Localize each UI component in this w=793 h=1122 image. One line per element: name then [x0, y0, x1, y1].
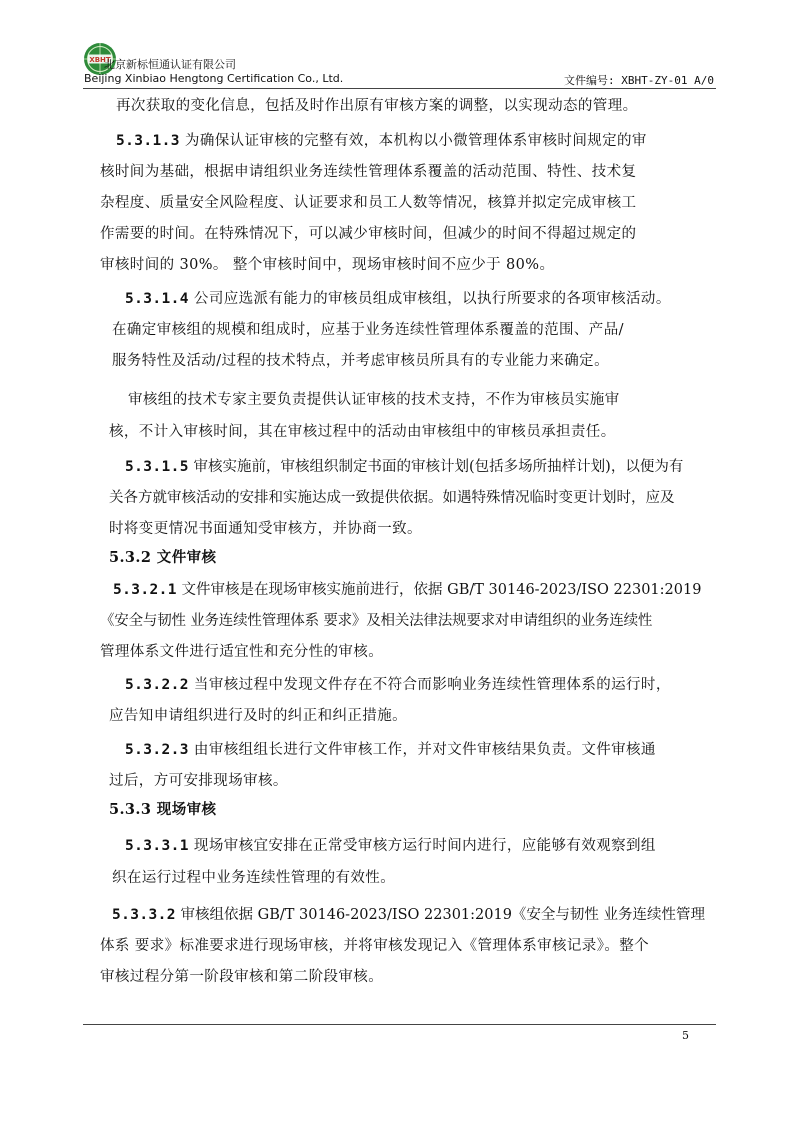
text-line: 审核实施前，审核组织制定书面的审核计划(包括多场所抽样计划)，以便为有 — [188, 459, 684, 475]
page-number: 5 — [682, 1029, 689, 1042]
text-line: 杂程度、质量安全风险程度、认证要求和员工人数等情况，核算并拟定完成审核工 — [100, 195, 637, 211]
clause-number: 5.3.2.2 — [125, 677, 189, 693]
text-line: 体系 要求》标准要求进行现场审核，并将审核发现记入《管理体系审核记录》。整个 — [100, 938, 650, 954]
paragraph-5-3-1-3 — [116, 129, 647, 150]
company-name-en: Beijing Xinbiao Hengtong Certification Co., Ltd. — [84, 72, 344, 85]
text-line: 作需要的时间。在特殊情况下，可以减少审核时间，但减少的时间不得超过规定的 — [100, 226, 637, 242]
text-line: 现场审核宜安排在正常受审核方运行时间内进行，应能够有效观察到组 — [188, 838, 656, 854]
company-name-cn: 北京新标恒通认证有限公司 — [104, 58, 236, 71]
text-line: 在确定审核组的规模和组成时，应基于业务连续性管理体系覆盖的范围、产品/ — [112, 322, 624, 338]
text-line: 再次获取的变化信息，包括及时作出原有审核方案的调整，以实现动态的管理。 — [116, 98, 638, 114]
paragraph-5-3-2-2 — [125, 673, 671, 694]
paragraph-5-3-3-2 — [112, 903, 705, 924]
text-line: 《安全与韧性 业务连续性管理体系 要求》及相关法律法规要求对申请组织的业务连续性 — [100, 613, 653, 629]
text-line: 应告知申请组织进行及时的纠正和纠正措施。 — [109, 708, 407, 724]
clause-number: 5.3.3.2 — [112, 907, 176, 923]
paragraph-5-3-1-5 — [125, 455, 683, 476]
footer-divider — [83, 1024, 716, 1025]
text-line: 审核组依据 GB/T 30146-2023/ISO 22301:2019《安全与韧性 业务连续性管理 — [175, 907, 706, 923]
clause-number: 5.3.1.3 — [116, 133, 180, 149]
clause-number: 5.3.1.4 — [125, 291, 189, 307]
text-line: 关各方就审核活动的安排和实施达成一致提供依据。如遇特殊情况临时变更计划时，应及 — [109, 490, 675, 506]
text-line: 核时间为基础，根据申请组织业务连续性管理体系覆盖的活动范围、特性、技术复 — [100, 164, 637, 180]
paragraph-5-3-3-1 — [125, 834, 656, 855]
text-line: 服务特性及活动/过程的技术特点，并考虑审核员所具有的专业能力来确定。 — [112, 353, 609, 369]
section-heading: 5.3.2 文件审核 — [109, 549, 217, 566]
text-line: 管理体系文件进行适宜性和充分性的审核。 — [100, 644, 384, 660]
section-heading: 5.3.3 现场审核 — [109, 801, 217, 818]
clause-number: 5.3.1.5 — [125, 459, 189, 475]
text-line: 由审核组组长进行文件审核工作，并对文件审核结果负责。文件审核通 — [188, 742, 656, 758]
clause-number: 5.3.2.1 — [113, 582, 177, 598]
text-line: 公司应选派有能力的审核员组成审核组，以执行所要求的各项审核活动。 — [188, 291, 671, 307]
paragraph-5-3-2-1 — [113, 578, 701, 599]
document-number: 文件编号: XBHT-ZY-01 A/0 — [564, 74, 714, 87]
text-line: 当审核过程中发现文件存在不符合而影响业务连续性管理体系的运行时， — [188, 677, 671, 693]
text-line: 审核时间的 30%。 整个审核时间中，现场审核时间不应少于 80%。 — [100, 257, 555, 273]
text-line: 文件审核是在现场审核实施前进行，依据 GB/T 30146-2023/ISO 22301:2019 — [176, 582, 702, 598]
clause-number: 5.3.2.3 — [125, 742, 189, 758]
logo-text: XBHT — [89, 56, 111, 64]
text-line: 为确保认证审核的完整有效，本机构以小微管理体系审核时间规定的审 — [179, 133, 647, 149]
clause-number: 5.3.3.1 — [125, 838, 189, 854]
text-line: 审核组的技术专家主要负责提供认证审核的技术支持，不作为审核员实施审 — [128, 392, 620, 408]
text-line: 时将变更情况书面通知受审核方，并协商一致。 — [109, 521, 422, 537]
text-line: 织在运行过程中业务连续性管理的有效性。 — [112, 870, 396, 886]
paragraph-5-3-1-4 — [125, 287, 671, 308]
text-line: 审核过程分第一阶段审核和第二阶段审核。 — [100, 969, 384, 985]
paragraph-5-3-2-3 — [125, 738, 656, 759]
text-line: 过后，方可安排现场审核。 — [109, 773, 288, 789]
text-line: 核，不计入审核时间，其在审核过程中的活动由审核组中的审核员承担责任。 — [109, 424, 616, 440]
